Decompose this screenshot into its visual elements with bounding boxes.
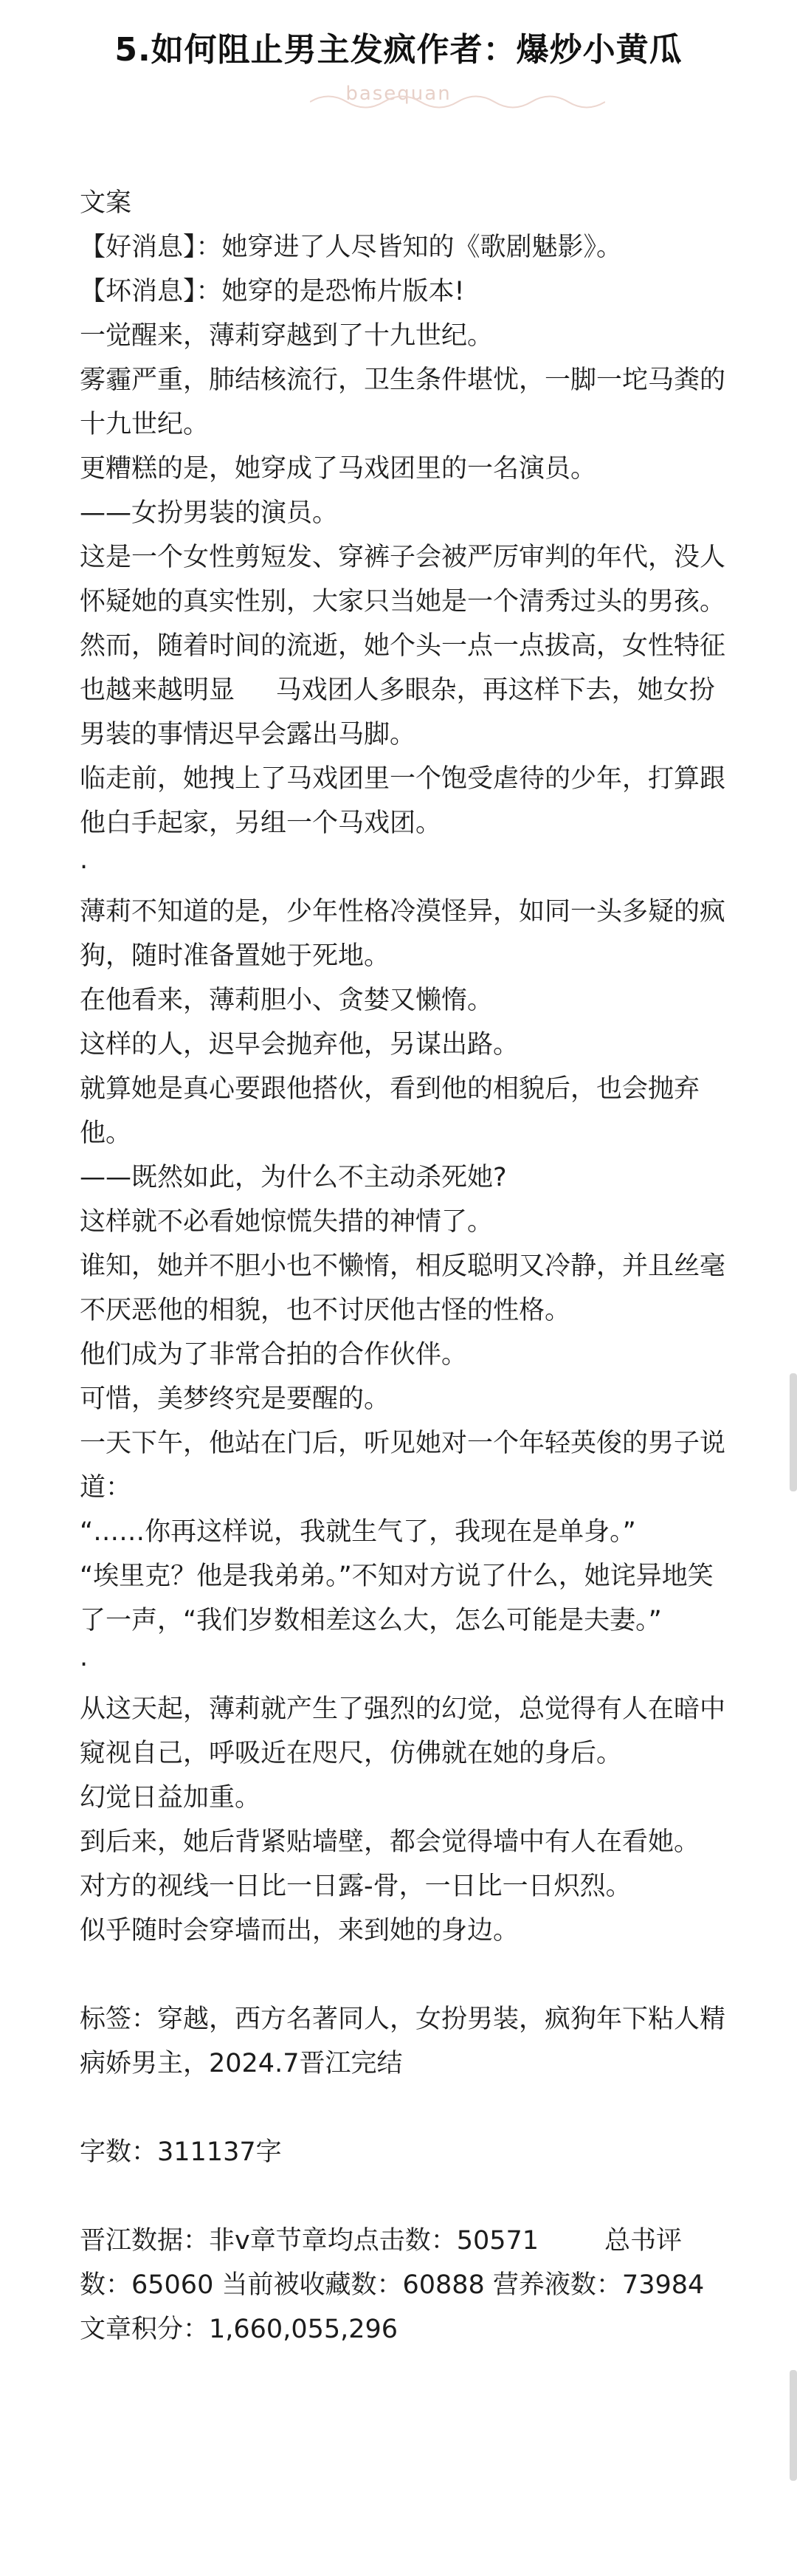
paragraph: 幻觉日益加重。 <box>80 1783 261 1813</box>
paragraph: 【坏消息】：她穿的是恐怖片版本! <box>80 277 465 306</box>
paragraph: 谁知，她并不胆小也不懒惰，相反聪明又冷静，并且丝毫不厌恶他的相貌，也不讨厌他古怪的性格。 <box>80 1251 726 1325</box>
paragraph: 这样就不必看她惊慌失措的神情了。 <box>80 1207 494 1237</box>
paragraph: 他们成为了非常合拍的合作伙伴。 <box>80 1340 468 1370</box>
paragraph: “……你再这样说，我就生气了，我现在是单身。” <box>80 1517 636 1547</box>
paragraph: ——女扮男装的演员。 <box>80 498 339 528</box>
synopsis-body <box>80 181 729 2352</box>
tags-line: 标签：穿越，西方名著同人，女扮男装，疯狗年下粘人精病娇男主，2024.7晋江完结 <box>80 2005 726 2078</box>
word-count-line: 字数：311137字 <box>80 2137 282 2167</box>
paragraph: 然而，随着时间的流逝，她个头一点一点拔高，女性特征也越来越明显 马戏团人多眼杂，再这样下去，她女扮男装的事情迟早会露出马脚。 <box>80 631 726 749</box>
page-title: 5.如何阻止男主发疯作者：爆炒小黄瓜 <box>114 31 683 69</box>
paragraph: 从这天起，薄莉就产生了强烈的幻觉，总觉得有人在暗中窥视自己，呼吸近在咫尺，仿佛就在她的身后。 <box>80 1694 726 1768</box>
paragraph: 可惜，美梦终究是要醒的。 <box>80 1384 390 1414</box>
paragraph: 到后来，她后背紧贴墙壁，都会觉得墙中有人在看她。 <box>80 1827 700 1857</box>
paragraph: 雾霾严重，肺结核流行，卫生条件堪忧，一脚一坨马粪的十九世纪。 <box>80 365 726 439</box>
paragraph: 薄莉不知道的是，少年性格冷漠怪异，如同一头多疑的疯狗，随时准备置她于死地。 <box>80 897 726 971</box>
spacer <box>80 2174 729 2219</box>
paragraph: 似乎随时会穿墙而出，来到她的身边。 <box>80 1916 520 1945</box>
paragraph: 就算她是真心要跟他搭伙，看到他的相貌后，也会抛弃他。 <box>80 1074 700 1148</box>
paragraph: 一觉醒来，薄莉穿越到了十九世纪。 <box>80 321 494 351</box>
section-divider: · <box>80 853 89 882</box>
scroll-indicator <box>790 1373 797 1491</box>
paragraph: 文案 <box>80 188 132 218</box>
scroll-indicator <box>790 2370 797 2481</box>
decorative-wave <box>310 87 605 117</box>
stats-line: 晋江数据：非v章节章均点击数：50571 总书评数：65060 当前被收藏数：60888 营养液数：73984 文章积分：1,660,055,296 <box>80 2226 713 2344</box>
spacer <box>80 2086 729 2130</box>
paragraph: ——既然如此，为什么不主动杀死她? <box>80 1163 507 1192</box>
section-divider: · <box>80 1650 89 1680</box>
paragraph: 更糟糕的是，她穿成了马戏团里的一名演员。 <box>80 454 597 484</box>
watermark-text: basequan <box>345 83 452 105</box>
paragraph: “埃里克？他是我弟弟。”不知对方说了什么，她诧异地笑了一声，“我们岁数相差这么大，怎么可能是夫妻。” <box>80 1562 714 1635</box>
paragraph: 这样的人，迟早会抛弃他，另谋出路。 <box>80 1030 520 1059</box>
paragraph: 在他看来，薄莉胆小、贪婪又懒惰。 <box>80 986 494 1015</box>
paragraph: 对方的视线一日比一日露-骨，一日比一日炽烈。 <box>80 1872 632 1901</box>
paragraph: 【好消息】：她穿进了人尽皆知的《歌剧魅影》。 <box>80 233 623 262</box>
paragraph: 临走前，她拽上了马戏团里一个饱受虐待的少年，打算跟他白手起家，另组一个马戏团。 <box>80 764 726 838</box>
spacer <box>80 1953 729 1997</box>
paragraph: 一天下午，他站在门后，听见她对一个年轻英俊的男子说道： <box>80 1429 726 1502</box>
paragraph: 这是一个女性剪短发、穿裤子会被严厉审判的年代，没人怀疑她的真实性别，大家只当她是一个清秀过头的男孩。 <box>80 543 726 616</box>
